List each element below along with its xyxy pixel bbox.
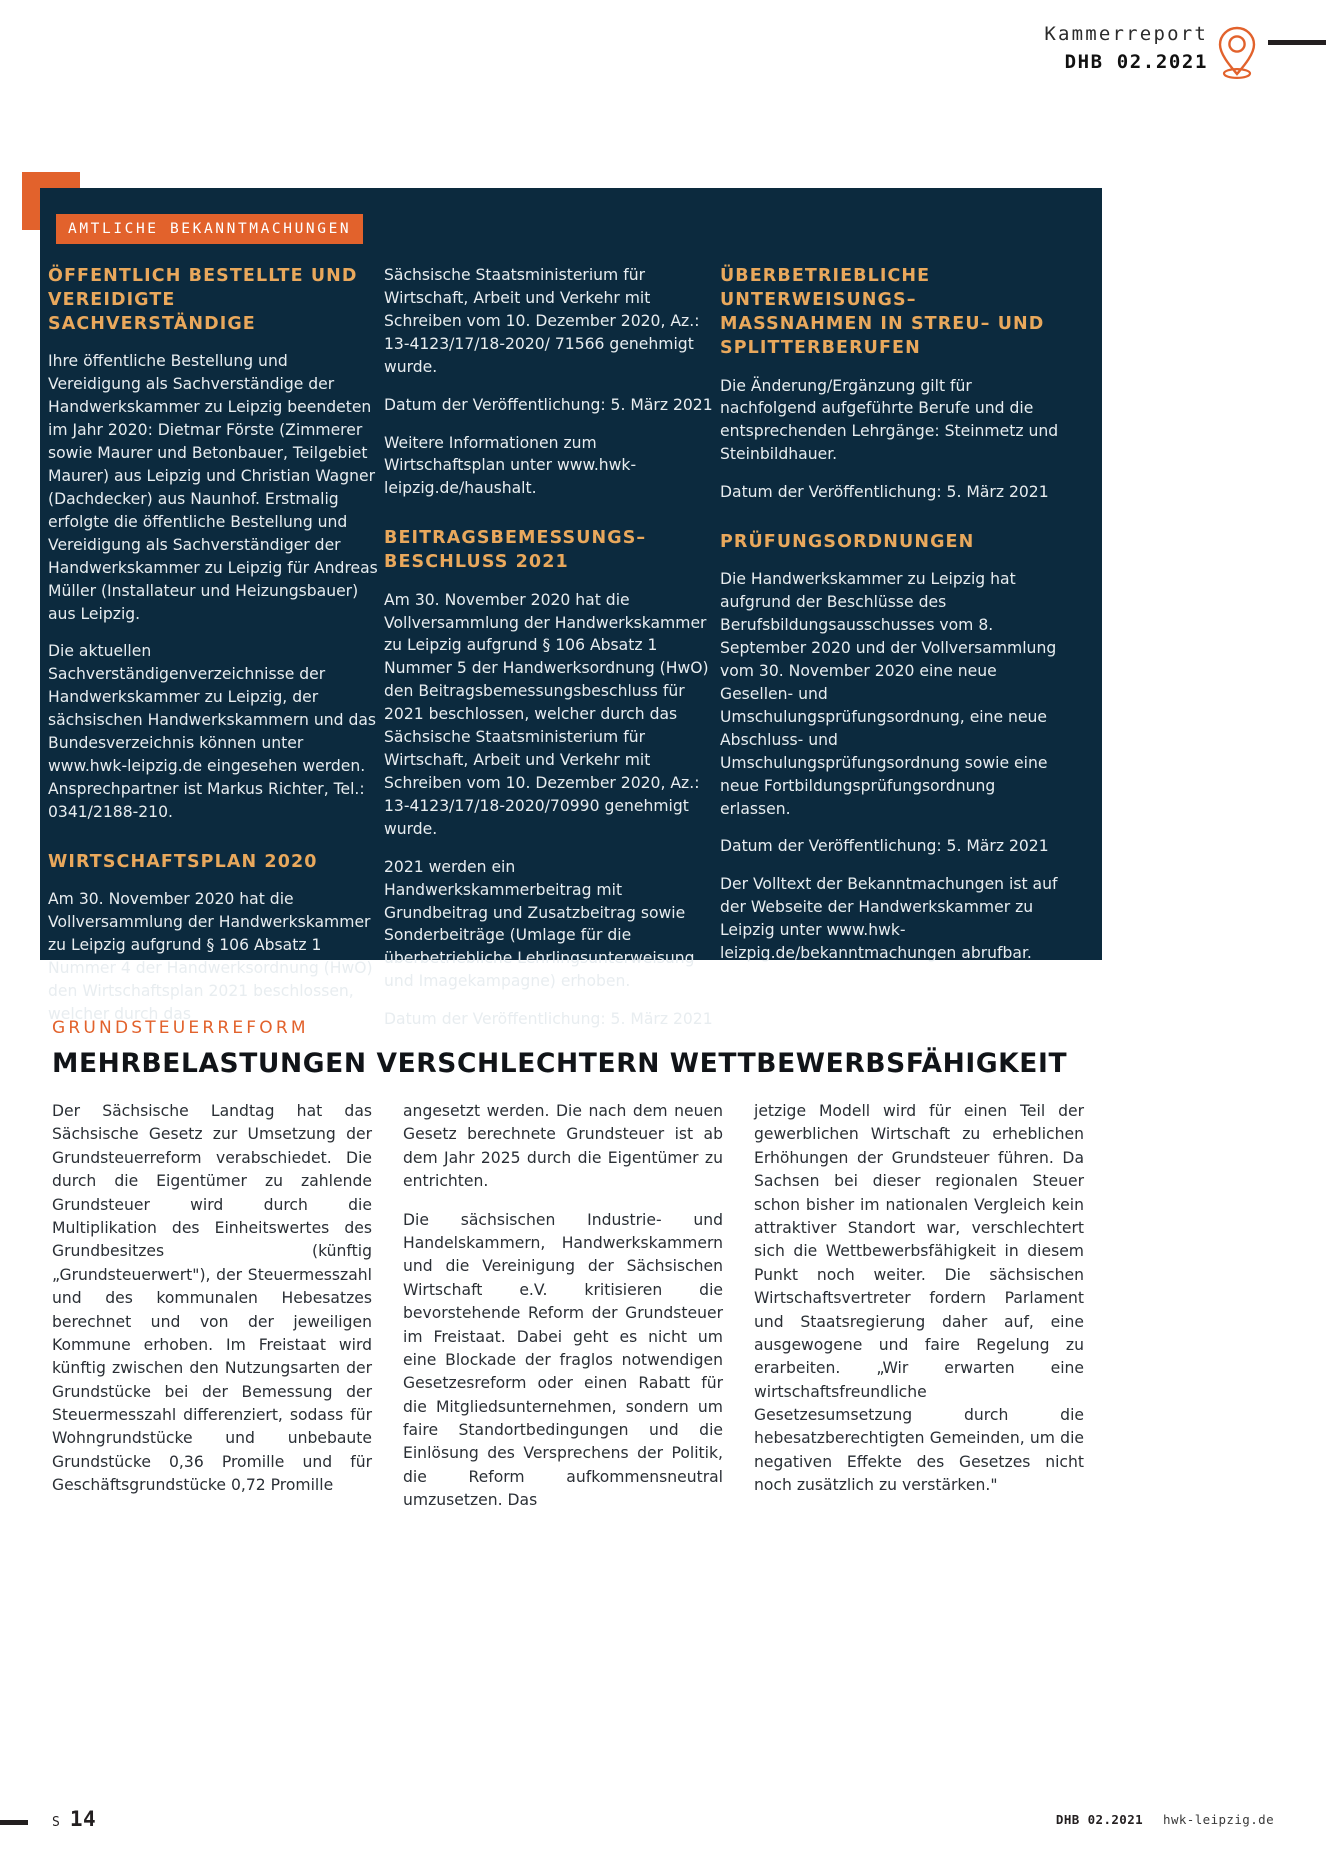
- paragraph: jetzige Modell wird für einen Teil der gewerblichen Wirtschaft zu erheblichen Erhöhungen der Grundsteuer führen. Da Sachsen bei dieser regionalen Steuer schon bisher im nationalen Vergleich kein attraktiver Standort war, verschlechtert sich die Wettbewerbsfähigkeit in diesem Punkt noch weiter. Die sächsischen Wirtschaftsvertreter fordern Parlament und Staatsregierung daher auf, eine ausgewogene und faire Regelung zu erarbeiten. „Wir erwarten eine wirtschaftsfreundliche Gesetzesumsetzung durch die hebesatzberechtigten Gemeinden, um die negativen Effekte des Gesetzes nicht noch zusätzlich zu verstärken.": [754, 1102, 1084, 1495]
- article-column-2: [403, 1100, 723, 1513]
- article-columns: [52, 1100, 1094, 1513]
- paragraph: Sächsische Staatsministerium für Wirtschaft, Arbeit und Verkehr mit Schreiben vom 10. Dezember 2020, Az.: 13-4123/17/18-2020/ 71566 genehmigt wurde.: [384, 266, 700, 376]
- article-column-1: [52, 1100, 372, 1513]
- panel-column-1: [48, 264, 378, 1031]
- paragraph: Die aktuellen Sachverständigenverzeichnisse der Handwerkskammer zu Leipzig, der sächsischen Handwerkskammern und das Bundesverzeichnis können unter www.hwk-leipzig.de eingesehen werden. Ansprechpartner ist Markus Richter, Tel.: 0341/2188-210.: [48, 642, 377, 821]
- section-title-unterweisung: ÜBERBETRIEBLICHE UNTERWEISUNGS– MASSNAHMEN IN STREU– UND SPLITTERBERUFEN: [720, 266, 1045, 359]
- section-title-pruefungsordnungen: PRÜFUNGSORDNUNGEN: [720, 532, 975, 553]
- section-title-wirtschaftsplan: WIRTSCHAFTSPLAN 2020: [48, 851, 318, 872]
- panel-column-3: [720, 264, 1060, 1031]
- footer-issue-label: DHB 02.2021: [1055, 1812, 1144, 1827]
- page-running-header: [0, 0, 1326, 120]
- paragraph: Die Änderung/Ergänzung gilt für nachfolgend aufgeführte Berufe und die entsprechenden Lehrgänge: Steinmetz und Steinbildhauer.: [720, 376, 1059, 464]
- article-column-3: [754, 1100, 1084, 1513]
- footer-url: hwk-leipzig.de: [1163, 1812, 1274, 1827]
- paragraph: Die Handwerkskammer zu Leipzig hat aufgrund der Beschlüsse des Berufsbildungsausschusses vom 8. September 2020 und der Vollversammlung vom 30. November 2020 eine neue Gesellen- und Umschulungsprüfungsordnung, eine neue Abschluss- und Umschulungsprüfungsordnung sowie eine neue Fortbildungsprüfungsordnung erlassen.: [720, 570, 1057, 818]
- publication-date: Datum der Veröffentlichung: 5. März 2021: [720, 837, 1049, 856]
- publication-date: Datum der Veröffentlichung: 5. März 2021: [384, 1010, 713, 1029]
- panel-column-2: [384, 264, 714, 1031]
- paragraph: Am 30. November 2020 hat die Vollversammlung der Handwerkskammer zu Leipzig aufgrund § 106 Absatz 1 Nummer 4 der Handwerksordnung (HwO) den Wirtschaftsplan 2021 beschlossen, welcher durch das: [48, 890, 373, 1023]
- paragraph: Ihre öffentliche Bestellung und Vereidigung als Sachverständige der Handwerkskammer zu Leipzig beendeten im Jahr 2020: Dietmar Förste (Zimmerer sowie Maurer und Betonbauer, Teilgebiet Maurer) aus Leipzig und Christian Wagner (Dachdecker) aus Naunhof. Erstmalig erfolgte die öffentliche Bestellung und Vereidigung als Sachverständiger der Handwerkskammer zu Leipzig für Andreas Müller (Installateur und Heizungsbauer) aus Leipzig.: [48, 352, 378, 623]
- page-number-block: [52, 1807, 96, 1831]
- section-title-beitragsbemessung: BEITRAGSBEMESSUNGS– BESCHLUSS 2021: [384, 528, 647, 573]
- article-kicker: GRUNDSTEUERREFORM: [52, 1018, 309, 1038]
- paragraph: Weitere Informationen zum Wirtschaftsplan unter www.hwk-leipzig.de/haushalt.: [384, 433, 637, 498]
- page-number: 14: [69, 1807, 97, 1831]
- footer-rule: [0, 1820, 28, 1825]
- paragraph: 2021 werden ein Handwerkskammerbeitrag mit Grundbeitrag und Zusatzbeitrag sowie Sonderbeiträge (Umlage für die überbetriebliche Lehrlingsunterweisung und Imagekampagne) erhoben.: [384, 857, 695, 991]
- publication-date: Datum der Veröffentlichung: 5. März 2021: [384, 395, 713, 414]
- location-pin-icon: [1214, 24, 1260, 80]
- paragraph: Am 30. November 2020 hat die Vollversammlung der Handwerkskammer zu Leipzig aufgrund § 106 Absatz 1 Nummer 5 der Handwerksordnung (HwO) den Beitragsbemessungsbeschluss für 2021 beschlossen, welcher durch das Sächsische Staatsministerium für Wirtschaft, Arbeit und Verkehr mit Schreiben vom 10. Dezember 2020, Az.: 13-4123/17/18-2020/70990 genehmigt wurde.: [384, 590, 709, 838]
- header-publication-name: Kammerreport: [1044, 23, 1208, 45]
- paragraph: Der Volltext der Bekanntmachungen ist auf der Webseite der Handwerkskammer zu Leipzig unter www.hwk-leizpig.de/bekanntmachungen abrufbar.: [720, 875, 1058, 963]
- page-prefix: S: [52, 1815, 61, 1830]
- footer-issue-block: [1056, 1812, 1274, 1827]
- section-title-sachverstaendige: ÖFFENTLICH BESTELLTE UND VEREIDIGTE SACHVERSTÄNDIGE: [48, 266, 358, 335]
- header-issue-label: DHB 02.2021: [1064, 50, 1208, 73]
- panel-columns: [48, 264, 1094, 1031]
- article-headline: MEHRBELASTUNGEN VERSCHLECHTERN WETTBEWERBSFÄHIGKEIT: [52, 1048, 1068, 1079]
- paragraph: Die sächsischen Industrie- und Handelskammern, Handwerkskammern und die Vereinigung der Sächsischen Wirtschaft e.V. kritisieren die bevorstehende Reform der Grundsteuer im Freistaat. Dabei geht es nicht um eine Blockade der fraglos notwendigen Gesetzesreform oder einen Rabatt für die Mitgliedsunternehmen, sondern um faire Standortbedingungen und die Einlösung des Versprechens der Politik, die Reform aufkommensneutral umzusetzen. Das: [403, 1210, 723, 1510]
- paragraph: Der Sächsische Landtag hat das Sächsische Gesetz zur Umsetzung der Grundsteuerreform verabschiedet. Die durch die Eigentümer zu zahlende Grundsteuer wird durch die Multiplikation des Einheitswertes des Grundbesitzes (künftig „Grundsteuerwert"), der Steuermesszahl und des kommunalen Hebesatzes berechnet und von der jeweiligen Kommune erhoben. Im Freistaat wird künftig zwischen den Nutzungsarten der Grundstücke bei der Bemessung der Steuermesszahl differenziert, sodass für Wohngrundstücke und unbebaute Grundstücke 0,36 Promille und für Geschäftsgrundstücke 0,72 Promille: [52, 1102, 372, 1495]
- header-rule: [1268, 40, 1326, 45]
- status-badge: AMTLICHE BEKANNTMACHUNGEN: [56, 214, 363, 244]
- publication-date: Datum der Veröffentlichung: 5. März 2021: [720, 483, 1049, 502]
- header-text-block: [1044, 22, 1208, 75]
- paragraph: angesetzt werden. Die nach dem neuen Gesetz berechnete Grundsteuer ist ab dem Jahr 2025 durch die Eigentümer zu entrichten.: [403, 1102, 723, 1191]
